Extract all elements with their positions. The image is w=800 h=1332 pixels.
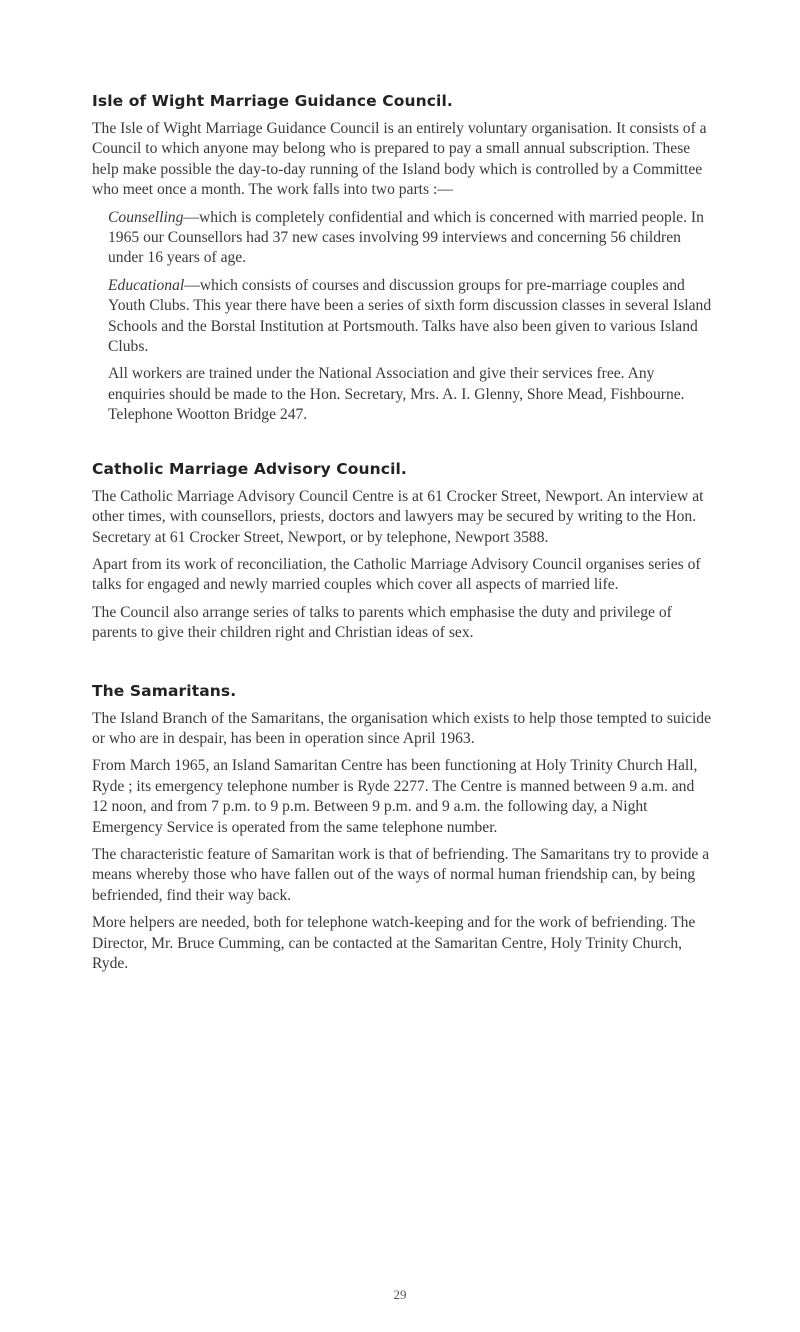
document-page (92, 92, 712, 981)
paragraph: All workers are trained under the National Association and give their services free. Any enquiries should be made to the Hon. Secretary, Mrs. A. I. Glenny, Shore Mead, Fishbourne. Telephone Wootton Bridge 247. (108, 365, 685, 424)
paragraph: The Isle of Wight Marriage Guidance Council is an entirely voluntary organisation. It consists of a Council to which anyone may belong who is prepared to pay a small annual subscription. These help make possible the day-to-day running of the Island body which is controlled by a Committee who meet once a month. The work falls into two parts :— (92, 120, 707, 199)
paragraph-text: —which is completely confidential and which is concerned with married people. In 1965 our Counsellors had 37 new cases involving 99 interviews and concerning 56 children under 16 years of age. (108, 208, 704, 267)
term-counselling: Counselling (108, 208, 184, 226)
paragraph: The characteristic feature of Samaritan work is that of befriending. The Samaritans try to provide a means whereby those who have fallen out of the ways of normal human friendship can, by being befriended, find their way back. (92, 845, 710, 904)
section-heading: Catholic Marriage Advisory Council. (92, 459, 407, 478)
paragraph: From March 1965, an Island Samaritan Centre has been functioning at Holy Trinity Church Hall, Ryde ; its emergency telephone number is Ryde 2277. The Centre is manned between 9 a.m. and 12 noon, and from 7 p.m. to 9 p.m. Between 9 p.m. and 9 a.m. the following day, a Night Emergency Service is operated from the same telephone number. (92, 757, 698, 836)
paragraph-counselling (92, 208, 712, 269)
paragraph: The Catholic Marriage Advisory Council Centre is at 61 Crocker Street, Newport. An interview at other times, with counsellors, priests, doctors and lawyers may be secured by writing to the Hon. Secretary at 61 Crocker Street, Newport, or by telephone, Newport 3588. (92, 487, 704, 546)
paragraph: The Council also arrange series of talks to parents which emphasise the duty and privilege of parents to give their children right and Christian ideas of sex. (92, 603, 672, 642)
section-marriage-guidance (92, 92, 712, 426)
paragraph-educational (92, 276, 712, 358)
paragraph: Apart from its work of reconciliation, the Catholic Marriage Advisory Council organises series of talks for engaged and newly married couples which cover all aspects of married life. (92, 555, 701, 594)
paragraph: More helpers are needed, both for telephone watch-keeping and for the work of befriending. The Director, Mr. Bruce Cumming, can be contacted at the Samaritan Centre, Holy Trinity Church, Ryde. (92, 914, 696, 972)
page-number: 29 (393, 1287, 407, 1302)
section-catholic-marriage (92, 460, 712, 644)
paragraph-text: —which consists of courses and discussion groups for pre-marriage couples and Youth Clubs. This year there have been a series of sixth form discussion classes in several Island Schools and the Borstal Institution at Portsmouth. Talks have also been given to various Island Clubs. (108, 276, 712, 356)
term-educational: Educational (108, 276, 185, 294)
section-heading: The Samaritans. (92, 681, 237, 700)
paragraph: The Island Branch of the Samaritans, the organisation which exists to help those tempted to suicide or who are in despair, has been in operation since April 1963. (92, 709, 711, 747)
section-samaritans (92, 682, 712, 975)
section-heading: Isle of Wight Marriage Guidance Council. (92, 92, 453, 110)
